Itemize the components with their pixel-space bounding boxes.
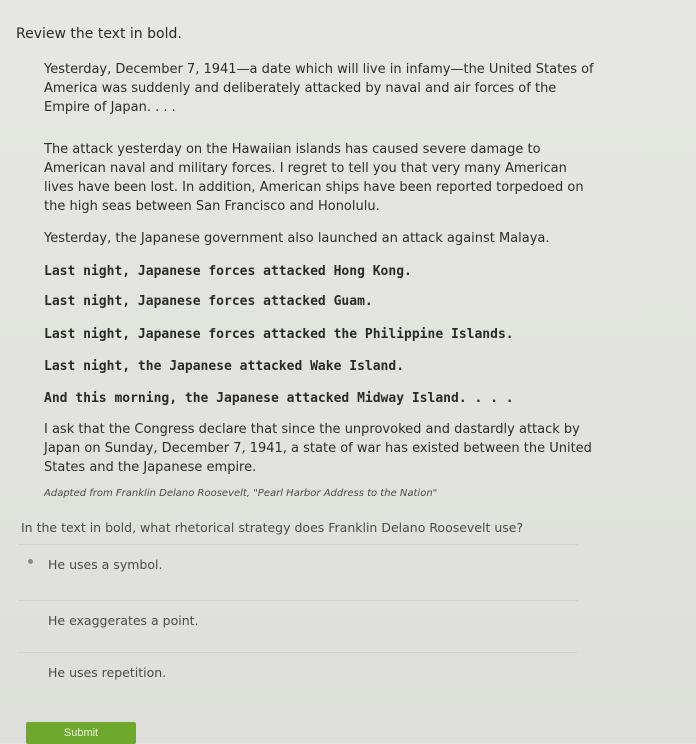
submit-button[interactable]: Submit	[26, 722, 136, 744]
passage-line: States and the Japanese empire.	[44, 460, 257, 475]
passage-paragraph-3	[44, 229, 634, 248]
passage-line: Empire of Japan. . . .	[44, 100, 176, 115]
citation: Adapted from Franklin Delano Roosevelt, "Pearl Harbor Address to the Nation"	[44, 488, 438, 499]
passage-line: lives have been lost. In addition, American ships have been reported torpedoed on	[44, 180, 584, 195]
answer-choice-label: He uses repetition.	[48, 665, 167, 680]
answer-choice-1[interactable]	[18, 544, 578, 582]
bold-line-philippines: Last night, Japanese forces attacked the Philippine Islands.	[44, 327, 514, 342]
answer-choice-label: He uses a symbol.	[48, 557, 163, 572]
bold-line-midway: And this morning, the Japanese attacked Midway Island. . . .	[44, 391, 514, 406]
passage-line: Japan on Sunday, December 7, 1941, a state of war has existed between the United	[44, 441, 592, 456]
bold-line-wake-island: Last night, the Japanese attacked Wake Island.	[44, 359, 405, 374]
question-text: In the text in bold, what rhetorical strategy does Franklin Delano Roosevelt use?	[21, 520, 524, 535]
passage-line: America was suddenly and deliberately attacked by naval and air forces of the	[44, 81, 557, 96]
passage-paragraph-2	[44, 140, 634, 216]
passage-paragraph-1	[44, 60, 634, 117]
bold-line-hong-kong: Last night, Japanese forces attacked Hong Kong.	[44, 264, 412, 279]
instruction-text: Review the text in bold.	[16, 26, 182, 42]
answer-choice-3[interactable]	[18, 652, 578, 690]
passage-line: Yesterday, December 7, 1941—a date which will live in infamy—the United States of	[44, 62, 594, 77]
passage-line: The attack yesterday on the Hawaiian islands has caused severe damage to	[44, 142, 541, 157]
answer-choice-label: He exaggerates a point.	[48, 613, 199, 628]
passage-line: Yesterday, the Japanese government also launched an attack against Malaya.	[44, 231, 550, 246]
passage-line: I ask that the Congress declare that since the unprovoked and dastardly attack by	[44, 422, 580, 437]
radio-dot-icon	[28, 559, 33, 564]
passage-paragraph-4	[44, 420, 634, 477]
passage-line: the high seas between San Francisco and Honolulu.	[44, 199, 380, 214]
answer-choice-2[interactable]	[18, 600, 578, 638]
bold-line-guam: Last night, Japanese forces attacked Guam.	[44, 294, 373, 309]
passage-line: American naval and military forces. I regret to tell you that very many American	[44, 161, 567, 176]
